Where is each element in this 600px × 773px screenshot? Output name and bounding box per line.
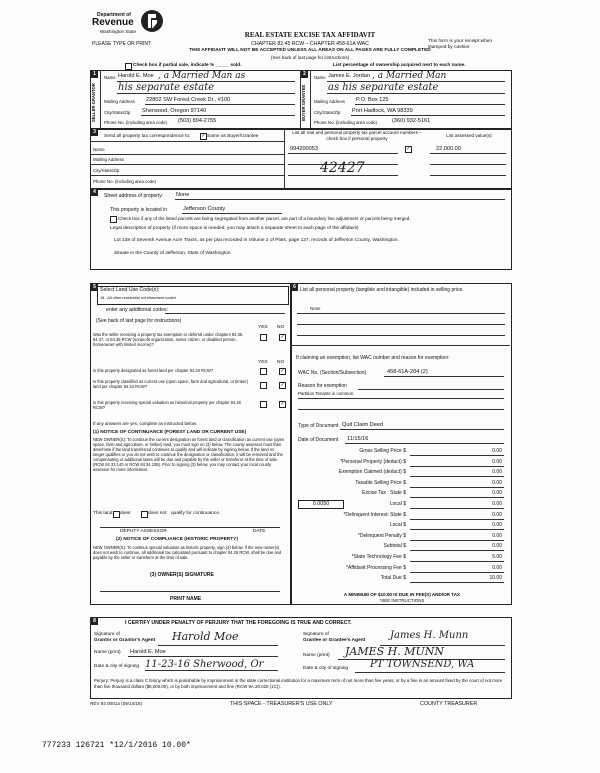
qualify-label: qualify for continuance. [171, 511, 221, 516]
calc-label: Taxable Selling Price $ [355, 479, 406, 486]
calc-label: Excise Tax : State $ [362, 490, 406, 497]
personal-property-value[interactable]: None [310, 306, 321, 311]
calc-value[interactable]: 0.00 [492, 458, 502, 465]
grantor-date: 11-23-16 Sherwood, Or [145, 659, 264, 670]
q3-text: Is this property classified as current use (open space, farm and agricultural, or timber) land per chapter 84.34 RCW? [93, 379, 248, 390]
calc-label: *Personal Property (deduct) $ [340, 458, 406, 465]
parcel-number[interactable]: 994200053 [290, 146, 318, 152]
exemption-label: If claiming an exemption, list WAC number and reason for exemption: [296, 355, 450, 361]
calc-value[interactable]: 0.00 [492, 522, 502, 529]
calc-label: *State Technology Fee $ [351, 554, 406, 560]
q1-no-checkbox[interactable]: ✓ [280, 334, 285, 340]
doc-date-label: Date of Document [298, 437, 339, 443]
located-in-label: This property is located in [110, 207, 167, 213]
seller-mailing-label: Mailing Address [104, 99, 135, 104]
notice1-body: NEW OWNER(S): To continue the current designation as forest land or classification as current use (open space, farm and agriculture, or timber) land, you must sign on (3) below. The county assessor must then determine if the land transferred continues to qualify and will indicate by signing below. If the land no longer qualifies or you do not wish to continue the designation or classification, it will be removed and the compensating or additional taxes will be due and payable by the seller or transferor at the time of sale. (RCW 84.33.140 or RCW 84.34.108). Prior to signing (3) below, you may contact your local county assessor for more information. [93, 437, 285, 472]
does-not-checkbox[interactable] [141, 511, 148, 518]
buyer-name-typed[interactable]: James E. Jordan [328, 73, 370, 79]
q2-text: Is this property designated as forest land per chapter 84.33 RCW? [93, 368, 214, 373]
does-checkbox[interactable] [113, 511, 120, 518]
corr-city-label: City/State/Zip [93, 168, 120, 173]
calc-label: Local $ [389, 501, 406, 507]
yes-header-2: YES [258, 360, 268, 365]
q4-yes-checkbox[interactable] [260, 401, 267, 408]
segregate-checkbox[interactable] [110, 216, 117, 223]
wac-number[interactable]: 458-61A-204 (2) [387, 369, 428, 375]
recording-stamp: 777233 126721 *12/1/2016 10.00* [42, 741, 191, 750]
grantee-date-label: Date & city of signing [303, 666, 349, 671]
grantor-name[interactable]: Harold E. Moe [130, 649, 166, 655]
wac-label: WAC No. (Section/Subsection) [298, 370, 367, 376]
section-3-number: 3 [91, 129, 98, 136]
perjury-text: Perjury: Perjury is a class C felony which is punishable by imprisonment in the state correctional institution for a maximum term of not more than five years, or by a fine in an amount fixed by the court of not more than five thousand dollars ($5,000.00), or by both imprisonment and fine (RCW 9A.20.020 (1C)). [94, 678, 503, 689]
parcel-list-label: List all real and personal property tax parcel account numbers – check box if personal property [292, 130, 422, 141]
calc-value[interactable]: 0.00 [492, 448, 502, 454]
located-county[interactable]: Jefferson County [183, 206, 226, 212]
doc-type[interactable]: Quit Claim Deed [342, 422, 384, 428]
calc-label: *Delinquent Interest: State $ [343, 511, 406, 518]
grantee-agent-label: Grantee or Grantee's Agent [303, 638, 366, 643]
does-not-label: does not [148, 511, 167, 516]
street-address-value[interactable]: None [176, 192, 190, 198]
q4-no-checkbox[interactable]: ✓ [280, 401, 285, 407]
minimum-due-note: A MINIMUM OF $10.00 IS DUE IN FEE(S) AND/OR TAX [343, 592, 461, 597]
q1-yes-checkbox[interactable] [260, 334, 267, 341]
calc-label: Exemption Claimed (deduct) $ [338, 469, 406, 476]
seller-mailing[interactable]: 22802 SW Forest Creek Dr., #100 [146, 97, 231, 103]
buyer-mailing[interactable]: P.O. Box 125 [356, 97, 389, 103]
section-5-number: 5 [91, 284, 98, 291]
seller-name-hand1: , a Married Man as [158, 71, 246, 81]
send-correspondence-label: Send all property tax correspondence to: [104, 134, 191, 139]
street-address-label: Street address of property: [104, 193, 164, 199]
partial-sale-checkbox[interactable] [125, 63, 132, 70]
calc-value[interactable]: 0.00 [492, 564, 502, 571]
grantee-name: JAMES H. MUNN [345, 645, 445, 658]
calc-label: Subtotal $ [383, 543, 406, 550]
ownership-note: List percentage of ownership acquired next to each name. [333, 63, 466, 68]
corr-name-label: Name [93, 147, 105, 152]
calc-value[interactable]: 0.00 [492, 532, 502, 539]
buyer-city-label: City/State/Zip [314, 110, 341, 115]
treasurer-use-label: THIS SPACE - TREASURER'S USE ONLY [230, 701, 333, 707]
buyer-mailing-label: Mailing Address [314, 99, 345, 104]
q4-text: Is this property receiving special valuation as historical property per chapter 84.26 RCW? [93, 400, 241, 411]
assessed-value-label: List assessed value(s) [446, 133, 492, 138]
land-use-code[interactable]: 18 - All other residential not elsewhere coded [100, 296, 176, 300]
receipt-note: This form is your receipt when stamped by cashier. [428, 39, 492, 50]
local-rate-box[interactable]: 0.0050 [298, 500, 344, 509]
any-yes-note: If any answers are yes, complete as instructed below. [93, 421, 197, 426]
segregate-label: Check box if any of the listed parcels are being segregated from another parcel, are part of a boundary line adjustment or parcels being merged. [118, 216, 411, 221]
notice2-title: (2) NOTICE OF COMPLIANCE (HISTORIC PROPERTY) [116, 537, 238, 542]
calc-value[interactable]: 0.00 [492, 511, 502, 518]
dept-line1: Department of [97, 12, 131, 18]
section-8-number: 8 [91, 618, 98, 625]
deputy-date-label: DATE [253, 529, 266, 534]
department-logo-icon [140, 9, 164, 33]
seller-phone[interactable]: (503) 894-2755 [178, 118, 217, 124]
legal-description-2[interactable]: Situate in the County of Jefferson, State of Washington [114, 251, 231, 256]
seller-phone-label: Phone No. (including area code) [104, 120, 167, 125]
q3-no-checkbox[interactable]: ✓ [280, 382, 285, 388]
section-4-number: 4 [91, 189, 98, 196]
see-instructions-note: *SEE INSTRUCTIONS [379, 598, 425, 603]
personal-property-label: List all personal property (tangible and intangible) included in selling price. [300, 287, 464, 293]
calc-label: *Affidavit Processing Fee $ [346, 564, 406, 571]
seller-city[interactable]: Sherwood, Oregon 97140 [142, 108, 207, 114]
buyer-phone-label: Phone No. (including area code) [314, 120, 377, 125]
please-type: PLEASE TYPE OR PRINT [92, 41, 152, 47]
q2-no-checkbox[interactable]: ✓ [280, 368, 285, 374]
grantor-date-label: Date & city of signing [94, 664, 140, 669]
calc-value[interactable]: 0.00 [492, 479, 502, 486]
reason-label: Reason for exemption [298, 383, 347, 389]
grantee-sig-label1: Signature of [303, 632, 329, 637]
section-2-number: 2 [301, 71, 308, 78]
reason-value[interactable]: Partition Tenants in common [298, 391, 354, 396]
calc-label: Total Due $ [380, 575, 406, 582]
grantor-sig-label1: Signature of [94, 632, 120, 637]
seller-name-label: Name [104, 75, 116, 80]
buyer-name-label: Name [314, 75, 326, 80]
seller-side-label: SELLER GRANTOR [91, 83, 96, 123]
rev-number: REV 84 0001a (09/14/16) [90, 701, 143, 706]
seller-name-typed[interactable]: Harold E. Moe [118, 73, 154, 79]
dept-line2: Revenue [92, 17, 134, 28]
handwritten-parcel: 42427 [320, 160, 365, 176]
corr-mailing-label: Mailing Address [93, 157, 124, 162]
calc-value[interactable]: 0.00 [492, 543, 502, 550]
grantee-name-label: Name (print) [303, 653, 330, 658]
dept-line3: Washington State [100, 29, 137, 34]
form-see-back: (See back of last page for instructions) [270, 55, 350, 60]
q3-yes-checkbox[interactable] [260, 382, 267, 389]
certify-title: I CERTIFY UNDER PENALTY OF PERJURY THAT THE FOREGOING IS TRUE AND CORRECT. [125, 620, 352, 626]
same-as-buyer-checkbox[interactable]: ✓ [201, 133, 206, 139]
buyer-phone[interactable]: (360) 932-5161 [392, 118, 431, 124]
grantee-signature: James H. Munn [390, 630, 469, 641]
notice2-body: NEW OWNER(S): To continue special valuation as historic property, sign (3) below. If the new owner(s) does not wish to continue, all additional tax calculated pursuant to chapter 84.26 RCW, shall be due and payable by the seller or transferor at the time of sale. [93, 545, 282, 560]
section-1-number: 1 [91, 71, 98, 78]
tax-calculation-table [298, 448, 508, 588]
grantor-agent-label: Grantor or Grantor's Agent [94, 638, 156, 643]
corr-phone-label: Phone No. (including area code) [93, 179, 156, 184]
buyer-name-hand1: , a Married Man [372, 71, 447, 81]
assessed-value[interactable]: 22,000.00 [436, 146, 461, 152]
yes-header-1: YES [258, 325, 268, 330]
buyer-city[interactable]: Port Hadlock, WA 98339 [352, 108, 413, 114]
calc-label: Gross Selling Price $ [359, 448, 406, 454]
legal-description-label: Legal description of property (if more space is needed, you may attach a separate sheet to each page of the affidavit) [110, 226, 359, 231]
notice1-title: (1) NOTICE OF CONTINUANCE (FOREST LAND OR CURRENT USE) [93, 430, 247, 435]
calc-label: Local $ [389, 522, 406, 529]
land-use-see-back: (See back of last page for instructions) [96, 318, 182, 324]
q1-text: Was the seller receiving a property tax exemption or deferral under chapters 84.36, 84.37, or 84.38 RCW (nonprofit organization, senior citizen, or disabled person, homeowner with limited income)? [93, 332, 244, 348]
grantor-name-label: Name (print) [94, 650, 121, 655]
legal-description-1[interactable]: Lot 138 of Seventh Avenue Acre Tracts, as per plat recorded in Volume 2 of Plats, page 127, records of Jefferson County, Washington. [114, 238, 399, 243]
q2-yes-checkbox[interactable] [260, 368, 267, 375]
grantor-signature: Harold Moe [172, 630, 239, 643]
buyer-name-hand2: as his separate estate [328, 82, 439, 93]
calc-label: *Delinquent Penalty $ [357, 532, 406, 539]
seller-city-label: City/State/Zip [104, 110, 131, 115]
partial-sale-label: Check box if partial sale, indicate % _____ sold. [133, 63, 242, 68]
form-title: REAL ESTATE EXCISE TAX AFFIDAVIT [244, 31, 376, 39]
land-use-label: Select Land Use Code(s): [100, 287, 160, 293]
section-6-number: 6 [291, 284, 298, 291]
print-name-label: PRINT NAME [170, 596, 202, 602]
buyer-side-label: BUYER GRANTEE [301, 84, 306, 122]
calc-value[interactable]: 0.00 [492, 469, 502, 476]
grantee-date: PT TOWNSEND, WA [370, 659, 475, 670]
no-header-2: NO [277, 360, 285, 365]
calc-value[interactable]: 0.00 [492, 490, 502, 497]
calc-value[interactable]: 0.00 [492, 501, 502, 507]
owner-signature-label: (3) OWNER(S) SIGNATURE [150, 572, 214, 578]
county-treasurer-label: COUNTY TREASURER [420, 701, 478, 707]
doc-type-label: Type of Document [298, 423, 339, 429]
seller-name-hand2: his separate estate [118, 82, 215, 93]
form-warning: THIS AFFIDAVIT WILL NOT BE ACCEPTED UNLESS ALL AREAS ON ALL PAGES ARE FULLY COMPLETED [189, 48, 431, 53]
calc-value[interactable]: 10.00 [489, 575, 502, 582]
deputy-assessor-label: DEPUTY ASSESSOR [120, 529, 167, 534]
form-chapter: CHAPTER 82.45 RCW – CHAPTER 458-61A WAC [251, 41, 369, 47]
does-label: does [120, 511, 131, 516]
calc-value[interactable]: 5.00 [492, 554, 502, 560]
land-does-label: This land [93, 511, 113, 516]
personal-property-checkbox[interactable]: ✓ [406, 146, 411, 152]
same-as-buyer-label: Same as Buyer/Grantee [207, 134, 259, 139]
no-header-1: NO [277, 325, 285, 330]
additional-codes-label: enter any additional codes: [106, 307, 169, 313]
doc-date[interactable]: 11/15/16 [347, 436, 369, 442]
